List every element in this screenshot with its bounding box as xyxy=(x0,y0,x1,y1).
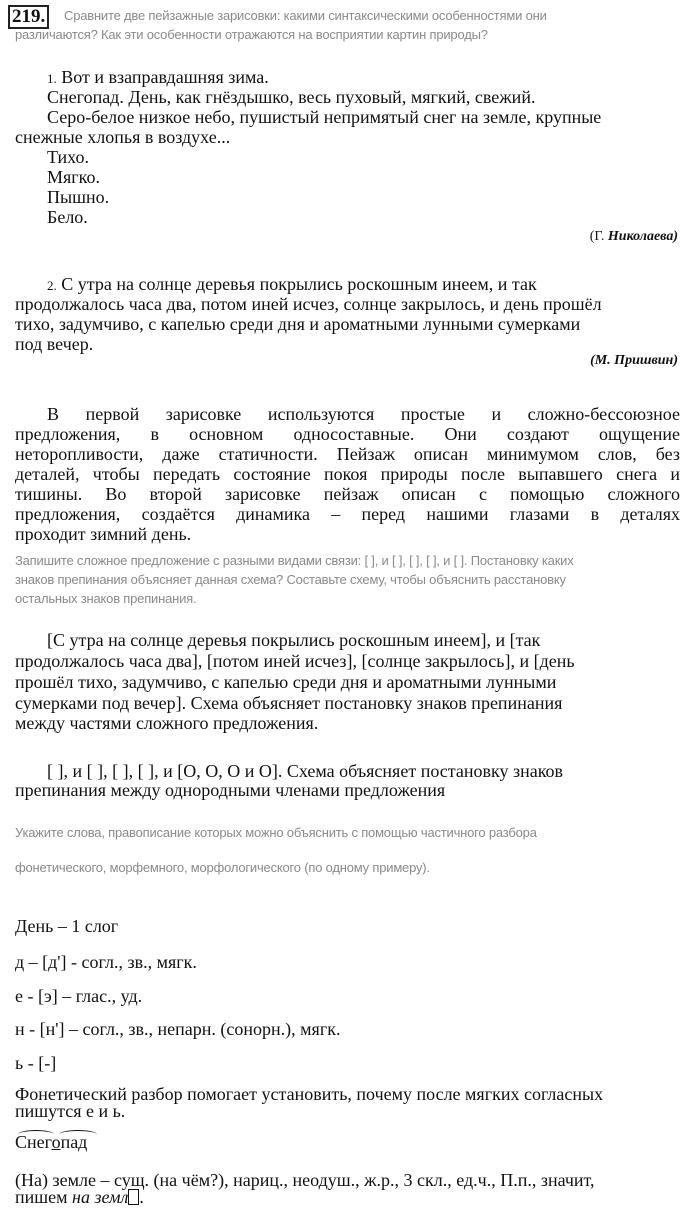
text-line: тишины. Во второй зарисовке пейзаж описан с помощью сложного xyxy=(15,484,680,504)
sketch-number: 2. xyxy=(47,278,57,293)
text-line: сумерками под вечер]. Схема объясняет постановку знаков препинания xyxy=(15,693,563,713)
phonetic-line: е - [э] – глас., уд. xyxy=(15,986,143,1006)
poem-line: Пышно. xyxy=(47,187,110,207)
missing-glyph-box xyxy=(128,1189,139,1205)
phonetic-line: ь - [-] xyxy=(15,1053,57,1073)
phonetic-line: День – 1 слог xyxy=(15,916,119,936)
text-line: (На) земле – сущ. (на чём?), нариц., неодуш., ж.р., 3 скл., ед.ч., П.п., значит, xyxy=(15,1170,595,1190)
text-line: Фонетический разбор помогает установить, почему после мягких согласных xyxy=(15,1084,604,1104)
text-line: продолжалось часа два, потом иней исчез, солнце закрылось, и день прошёл xyxy=(15,294,602,314)
task-prompt-line: Сравните две пейзажные зарисовки: какими синтаксическими особенностями они xyxy=(64,8,547,23)
text-line: предложения, в основном односоставные. Они создают ощущение xyxy=(15,424,680,444)
poem-line: Тихо. xyxy=(47,147,89,167)
text-line: предложения, создаётся динамика – перед нашими глазами в деталях xyxy=(15,504,680,524)
sketch-number: 1. xyxy=(47,71,57,86)
text-line: под вечер. xyxy=(15,334,94,354)
task-prompt-line: различаются? Как эти особенности отражаются на восприятии картин природы? xyxy=(15,27,488,42)
task-prompt-line: Запишите сложное предложение с разными видами связи: [ ], и [ ], [ ], [ ], и [ ]. Постановку каких xyxy=(15,553,574,568)
phonetic-line: д – [д'] - согл., зв., мягк. xyxy=(15,952,197,972)
text-line: деталей, чтобы передать состояние покоя природы после выпавшего снега и xyxy=(15,464,680,484)
scheme-line: препинания между однородными членами предложения xyxy=(15,780,446,800)
text-line: пишутся е и ь. xyxy=(15,1101,126,1121)
exercise-number: 219. xyxy=(8,5,49,29)
morpheme-word: Снегопад xyxy=(15,1132,88,1152)
text-line: продолжалось часа два], [потом иней исчез], [солнце закрылось], и [день xyxy=(15,651,575,671)
task-prompt-line: остальных знаков препинания. xyxy=(15,591,197,606)
poem-line: Бело. xyxy=(47,207,88,227)
poem-line: Серо-белое низкое небо, пушистый непримятый снег на земле, крупные xyxy=(47,107,602,127)
text-line: В первой зарисовке используются простые и сложно-бессоюзное xyxy=(47,404,680,424)
scheme-line: [ ], и [ ], [ ], [ ], и [О, О, О и О]. Схема объясняет постановку знаков xyxy=(47,761,564,781)
poem-line: снежные хлопья в воздухе... xyxy=(15,127,231,147)
poem-line: Мягко. xyxy=(47,167,100,187)
text-line: С утра на солнце деревья покрылись роскошным инеем, и так xyxy=(61,274,537,294)
phonetic-line: н - [н'] – согл., зв., непарн. (сонорн.), мягк. xyxy=(15,1019,341,1039)
text-line: между частями сложного предложения. xyxy=(15,713,319,733)
text-line: [С утра на солнце деревья покрылись роскошным инеем], и [так xyxy=(47,630,541,650)
text-line: неторопливости, даже статичности. Пейзаж описан минимумом слов, без xyxy=(15,444,680,464)
task-prompt-line: знаков препинания объясняет данная схема? Составьте схему, чтобы объяснить расстановку xyxy=(15,572,566,587)
text-line: тихо, задумчиво, с капелью среди дня и ароматными лунными сумерками xyxy=(15,314,581,334)
text-line: проходит зимний день. xyxy=(15,524,192,544)
author-attribution: (Г. Николаева) xyxy=(589,229,678,244)
author-attribution: (М. Пришвин) xyxy=(590,353,678,368)
poem-line: Вот и взаправдашняя зима. xyxy=(61,67,269,87)
text-line: пишем на земл . xyxy=(15,1187,144,1207)
task-prompt-line: фонетического, морфемного, морфологического (по одному примеру). xyxy=(15,860,430,875)
text-line: прошёл тихо, задумчиво, с капелью среди дня и ароматными лунными xyxy=(15,672,557,692)
poem-line: Снегопад. День, как гнёздышко, весь пуховый, мягкий, свежий. xyxy=(47,87,536,107)
task-prompt-line: Укажите слова, правописание которых можно объяснить с помощью частичного разбора xyxy=(15,825,537,840)
